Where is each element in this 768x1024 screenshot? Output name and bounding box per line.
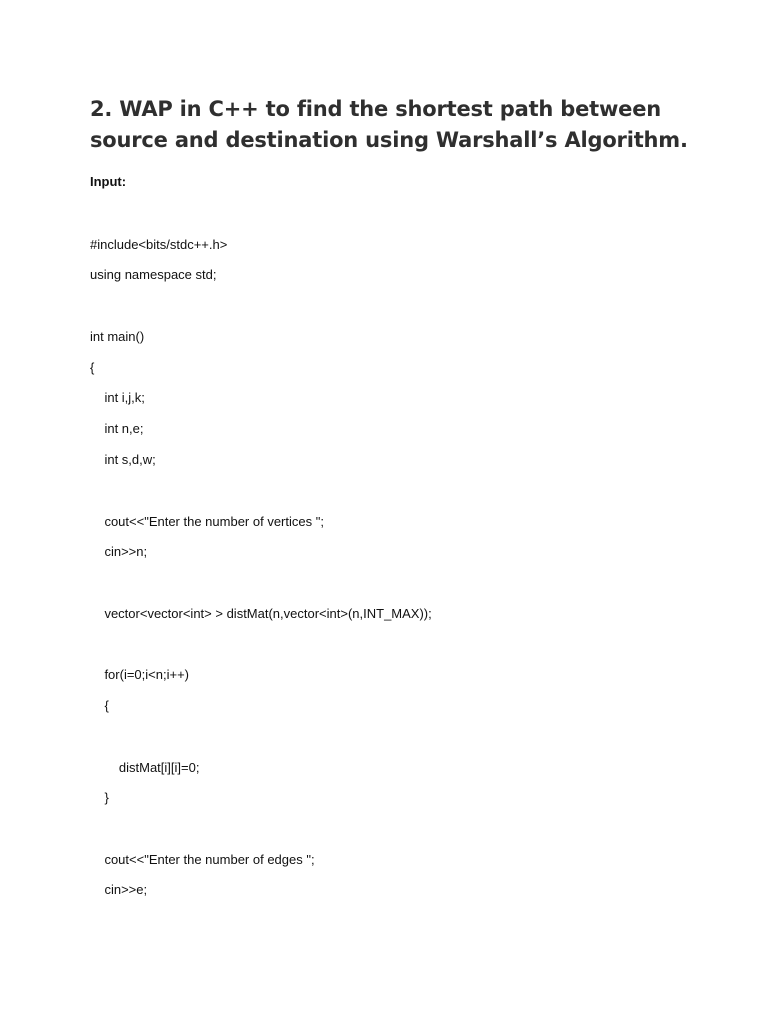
code-line: for(i=0;i<n;i++)	[90, 667, 189, 682]
code-line: {	[90, 360, 95, 375]
code-line: #include<bits/stdc++.h>	[90, 237, 228, 252]
code-line: int main()	[90, 329, 145, 344]
code-line: vector<vector<int> > distMat(n,vector<int>(n,INT_MAX));	[90, 606, 432, 621]
title-line-1: 2. WAP in C++ to find the shortest path between	[90, 97, 662, 121]
code-line: cin>>e;	[90, 882, 148, 897]
code-line: using namespace std;	[90, 267, 217, 282]
code-line: }	[90, 790, 109, 805]
code-line: cout<<"Enter the number of edges ";	[90, 852, 315, 867]
code-line: cout<<"Enter the number of vertices ";	[90, 514, 324, 529]
input-label: Input:	[90, 174, 127, 189]
title-line-2: source and destination using Warshall’s Algorithm.	[90, 128, 688, 152]
code-line: int n,e;	[90, 421, 144, 436]
code-line: distMat[i][i]=0;	[90, 760, 200, 775]
code-line: cin>>n;	[90, 544, 148, 559]
code-line: int i,j,k;	[90, 390, 145, 405]
code-line: int s,d,w;	[90, 452, 156, 467]
page-title	[90, 94, 730, 156]
code-line: {	[90, 698, 109, 713]
